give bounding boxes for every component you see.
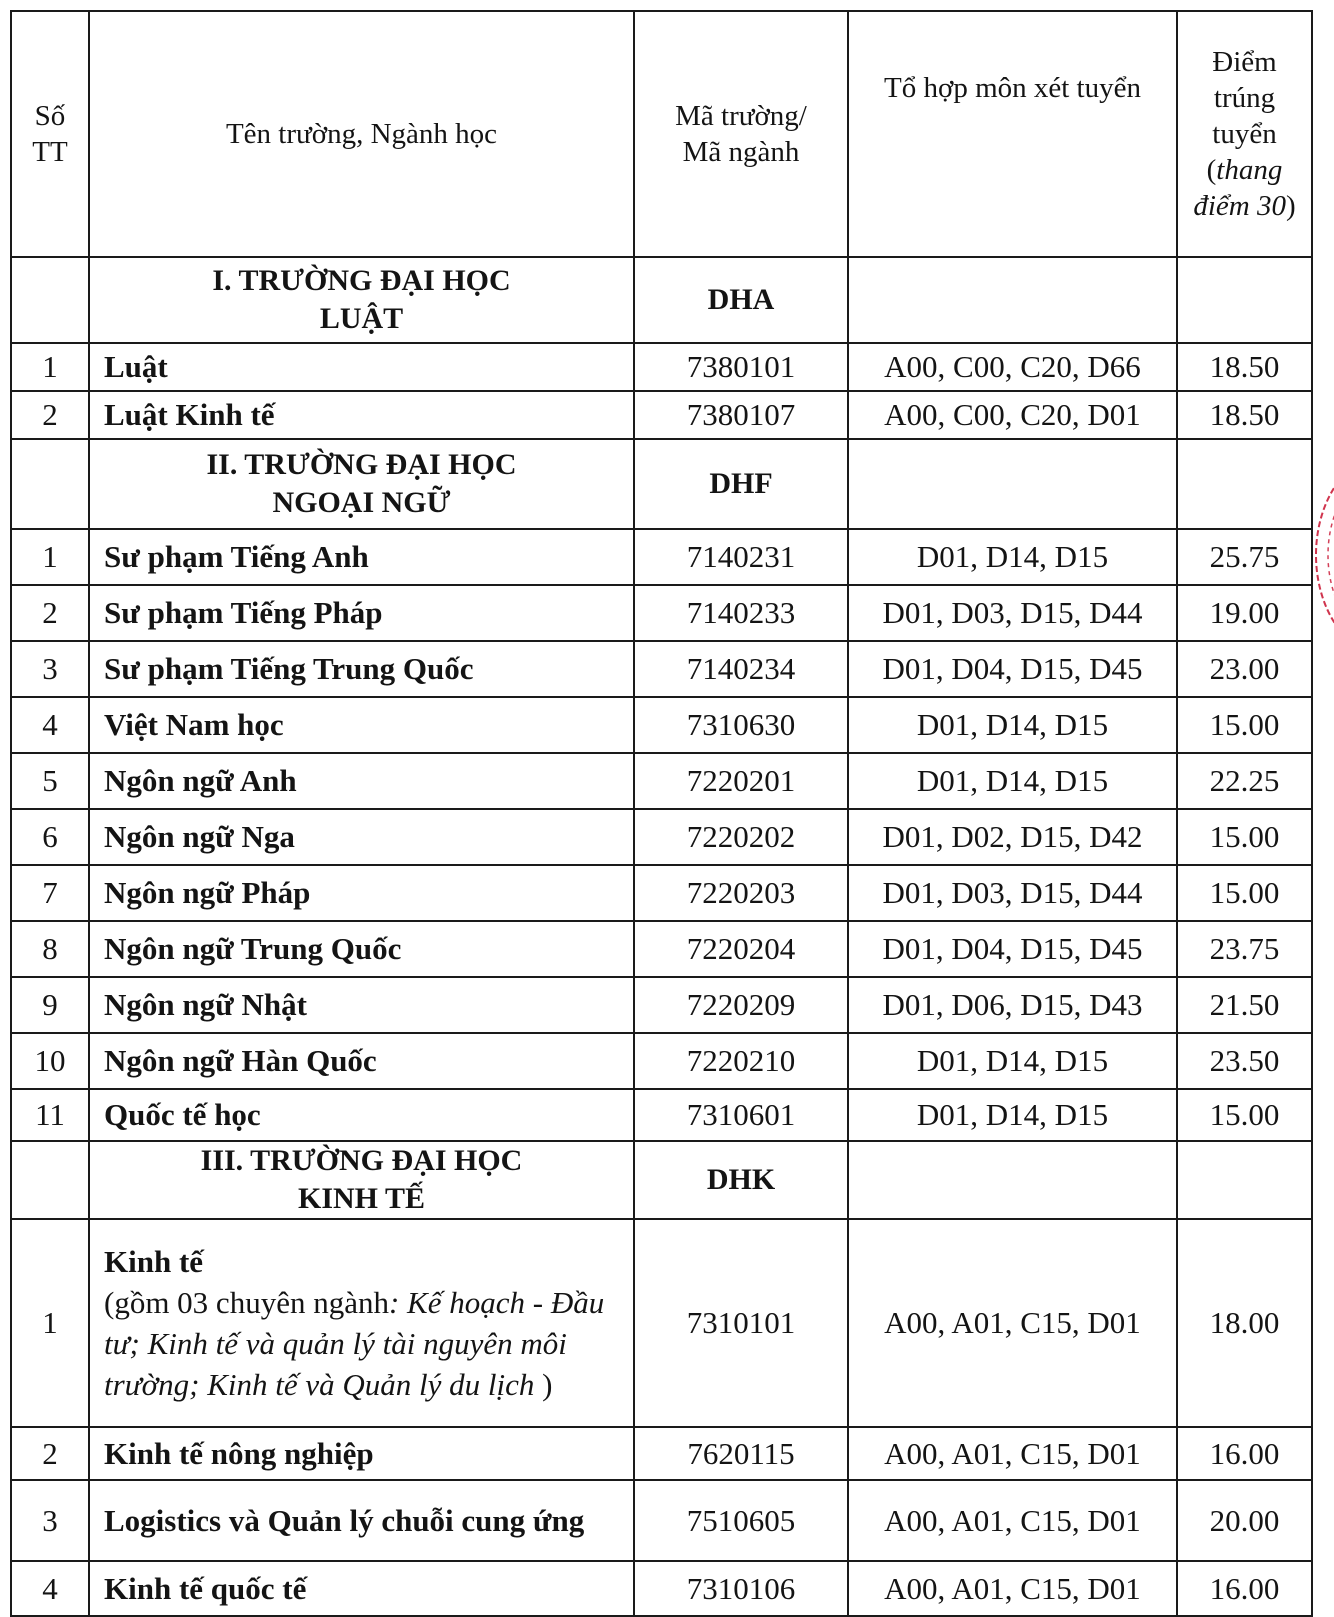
table-row: [11, 809, 1312, 865]
table-row: [11, 585, 1312, 641]
major-code: 7140233: [634, 585, 848, 641]
admission-score: 16.00: [1177, 1561, 1312, 1616]
section-score-cell: [1177, 1141, 1312, 1219]
table-row: [11, 921, 1312, 977]
header-code-line1: Mã trường/: [675, 100, 807, 132]
table-row: [11, 753, 1312, 809]
major-code: 7510605: [634, 1480, 848, 1561]
subject-combinations: D01, D14, D15: [848, 753, 1177, 809]
subject-combinations: D01, D04, D15, D45: [848, 921, 1177, 977]
major-note: [104, 1282, 627, 1405]
table-row: [11, 1033, 1312, 1089]
header-score-line2: trúng: [1213, 82, 1276, 114]
major-note-specializations: Kế hoạch - Đầu tư; Kinh tế và quản lý tài nguyên môi trường; Kinh tế và Quản lý du lịch: [104, 1285, 605, 1402]
admission-score: 19.00: [1177, 585, 1312, 641]
admission-score: 23.00: [1177, 641, 1312, 697]
row-stt: 5: [11, 753, 89, 809]
header-code-line2: Mã ngành: [682, 136, 800, 168]
row-stt: 7: [11, 865, 89, 921]
admission-score: 25.75: [1177, 529, 1312, 585]
major-note-prefix: (gồm 03 chuyên ngành: [104, 1285, 389, 1320]
header-combo: [848, 11, 1177, 257]
major-name: Sư phạm Tiếng Anh: [89, 529, 634, 585]
section-school-code: DHA: [634, 257, 848, 343]
major-code: 7140234: [634, 641, 848, 697]
section-combo-cell: [848, 439, 1177, 529]
section-header-row: [11, 257, 1312, 343]
subject-combinations: D01, D02, D15, D42: [848, 809, 1177, 865]
major-code: 7310630: [634, 697, 848, 753]
row-stt: 3: [11, 641, 89, 697]
admission-score: 15.00: [1177, 697, 1312, 753]
subject-combinations: D01, D03, D15, D44: [848, 865, 1177, 921]
subject-combinations: A00, A01, C15, D01: [848, 1219, 1177, 1427]
header-score-line4: [1180, 152, 1309, 188]
major-name: Sư phạm Tiếng Trung Quốc: [89, 641, 634, 697]
major-name: Kinh tế quốc tế: [89, 1561, 634, 1616]
row-stt: 2: [11, 585, 89, 641]
major-code: 7310601: [634, 1089, 848, 1141]
major-code: 7380101: [634, 343, 848, 391]
major-code: 7220210: [634, 1033, 848, 1089]
admission-score-table-page: [10, 10, 1313, 1617]
section-combo-cell: [848, 1141, 1177, 1219]
major-name-cell: [89, 1219, 634, 1427]
row-stt: 1: [11, 343, 89, 391]
subject-combinations: D01, D04, D15, D45: [848, 641, 1177, 697]
section-title: [89, 257, 634, 343]
header-score: [1177, 11, 1312, 257]
header-score-line1: Điểm: [1212, 46, 1277, 78]
header-stt-line2: TT: [32, 136, 68, 168]
major-name: Luật Kinh tế: [89, 391, 634, 439]
subject-combinations: D01, D14, D15: [848, 529, 1177, 585]
admission-score-table: [10, 10, 1313, 1617]
table-row: [11, 865, 1312, 921]
major-note-colon: :: [388, 1285, 408, 1320]
table-row: [11, 343, 1312, 391]
section-header-row: [11, 1141, 1312, 1219]
major-name: Ngôn ngữ Anh: [89, 753, 634, 809]
table-row: [11, 1089, 1312, 1141]
header-score-line4-italic: thang: [1216, 154, 1283, 186]
major-code: 7310101: [634, 1219, 848, 1427]
major-name: Ngôn ngữ Nga: [89, 809, 634, 865]
major-name: Luật: [89, 343, 634, 391]
table-row: [11, 1427, 1312, 1480]
major-name: Kinh tế: [104, 1244, 204, 1279]
major-name: Việt Nam học: [89, 697, 634, 753]
admission-score: 23.50: [1177, 1033, 1312, 1089]
major-name: Ngôn ngữ Hàn Quốc: [89, 1033, 634, 1089]
header-score-line3: tuyển: [1212, 118, 1277, 150]
section-header-row: [11, 439, 1312, 529]
admission-score: 23.75: [1177, 921, 1312, 977]
section-title-line2: NGOẠI NGỮ: [272, 486, 451, 519]
table-row: [11, 529, 1312, 585]
paren-open: (: [1206, 154, 1217, 186]
subject-combinations: A00, A01, C15, D01: [848, 1480, 1177, 1561]
admission-score: 21.50: [1177, 977, 1312, 1033]
row-stt: 6: [11, 809, 89, 865]
subject-combinations: D01, D03, D15, D44: [848, 585, 1177, 641]
row-stt: 9: [11, 977, 89, 1033]
row-stt: 3: [11, 1480, 89, 1561]
section-stt-cell: [11, 1141, 89, 1219]
subject-combinations: A00, A01, C15, D01: [848, 1561, 1177, 1616]
section-title-line1: III. TRƯỜNG ĐẠI HỌC: [200, 1144, 523, 1177]
major-code: 7310106: [634, 1561, 848, 1616]
header-name: Tên trường, Ngành học: [89, 11, 634, 257]
table-row: [11, 977, 1312, 1033]
major-code: 7220204: [634, 921, 848, 977]
table-row: [11, 1219, 1312, 1427]
row-stt: 2: [11, 391, 89, 439]
table-row: [11, 697, 1312, 753]
major-code: 7220201: [634, 753, 848, 809]
major-code: 7380107: [634, 391, 848, 439]
section-title-line1: I. TRƯỜNG ĐẠI HỌC: [212, 264, 511, 297]
table-row: [11, 1480, 1312, 1561]
section-title-line2: KINH TẾ: [298, 1182, 425, 1215]
major-code: 7220202: [634, 809, 848, 865]
admission-score: 20.00: [1177, 1480, 1312, 1561]
admission-score: 18.00: [1177, 1219, 1312, 1427]
admission-score: 15.00: [1177, 809, 1312, 865]
header-combo-label: Tổ hợp môn xét tuyển: [884, 72, 1141, 104]
major-code: 7620115: [634, 1427, 848, 1480]
major-name: Quốc tế học: [89, 1089, 634, 1141]
major-code: 7140231: [634, 529, 848, 585]
major-name: Kinh tế nông nghiệp: [89, 1427, 634, 1480]
section-title: [89, 1141, 634, 1219]
major-code: 7220209: [634, 977, 848, 1033]
header-score-line5: [1180, 188, 1309, 224]
row-stt: 4: [11, 1561, 89, 1616]
admission-score: 22.25: [1177, 753, 1312, 809]
section-score-cell: [1177, 439, 1312, 529]
major-note-suffix: ): [534, 1367, 553, 1402]
section-stt-cell: [11, 257, 89, 343]
major-name: Ngôn ngữ Trung Quốc: [89, 921, 634, 977]
major-name: Ngôn ngữ Nhật: [89, 977, 634, 1033]
admission-score: 18.50: [1177, 391, 1312, 439]
paren-close: ): [1285, 190, 1296, 222]
subject-combinations: D01, D14, D15: [848, 1089, 1177, 1141]
admission-score: 15.00: [1177, 865, 1312, 921]
row-stt: 2: [11, 1427, 89, 1480]
admission-score: 18.50: [1177, 343, 1312, 391]
table-header-row: [11, 11, 1312, 257]
row-stt: 10: [11, 1033, 89, 1089]
header-code: [634, 11, 848, 257]
table-row: [11, 641, 1312, 697]
header-stt: [11, 11, 89, 257]
subject-combinations: D01, D14, D15: [848, 697, 1177, 753]
subject-combinations: A00, A01, C15, D01: [848, 1427, 1177, 1480]
row-stt: 8: [11, 921, 89, 977]
section-score-cell: [1177, 257, 1312, 343]
header-score-line5-italic: điểm 30: [1193, 190, 1286, 222]
major-name: Logistics và Quản lý chuỗi cung ứng: [89, 1480, 634, 1561]
major-name: Ngôn ngữ Pháp: [89, 865, 634, 921]
subject-combinations: D01, D06, D15, D43: [848, 977, 1177, 1033]
section-combo-cell: [848, 257, 1177, 343]
row-stt: 11: [11, 1089, 89, 1141]
section-stt-cell: [11, 439, 89, 529]
major-name: Sư phạm Tiếng Pháp: [89, 585, 634, 641]
subject-combinations: A00, C00, C20, D66: [848, 343, 1177, 391]
row-stt: 4: [11, 697, 89, 753]
section-title-line2: LUẬT: [319, 302, 404, 335]
major-code: 7220203: [634, 865, 848, 921]
row-stt: 1: [11, 529, 89, 585]
subject-combinations: A00, C00, C20, D01: [848, 391, 1177, 439]
section-school-code: DHF: [634, 439, 848, 529]
admission-score: 16.00: [1177, 1427, 1312, 1480]
section-title: [89, 439, 634, 529]
table-row: [11, 391, 1312, 439]
header-stt-line1: Số: [34, 100, 66, 132]
section-title-line1: II. TRƯỜNG ĐẠI HỌC: [206, 448, 517, 481]
admission-score: 15.00: [1177, 1089, 1312, 1141]
subject-combinations: D01, D14, D15: [848, 1033, 1177, 1089]
section-school-code: DHK: [634, 1141, 848, 1219]
row-stt: 1: [11, 1219, 89, 1427]
